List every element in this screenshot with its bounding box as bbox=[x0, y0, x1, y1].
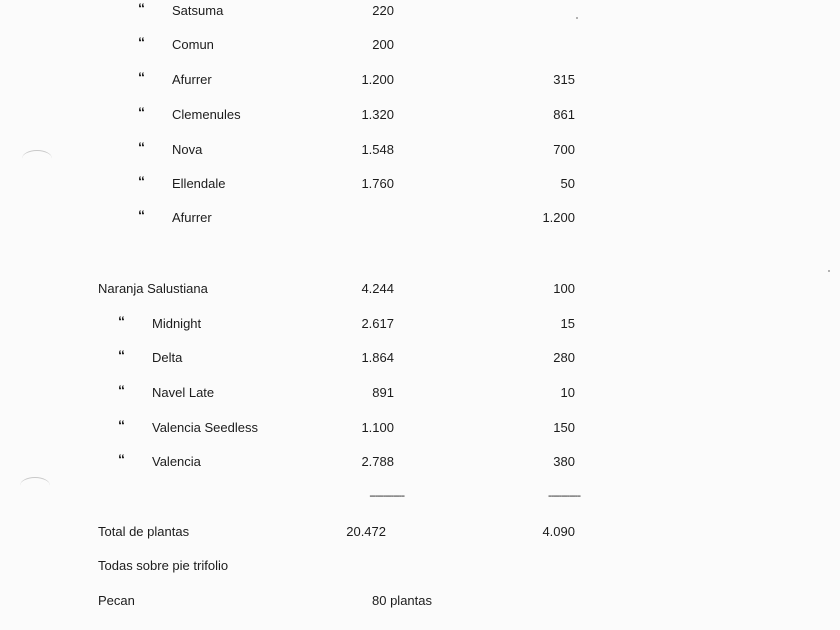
table-row bbox=[0, 70, 840, 90]
variety-name: Midnight bbox=[152, 316, 202, 331]
rootstock-note: Todas sobre pie trifolio bbox=[98, 558, 229, 573]
table-row bbox=[0, 1, 840, 21]
second-count: 150 bbox=[553, 420, 575, 435]
scan-speck bbox=[828, 270, 830, 272]
table-row bbox=[0, 140, 840, 160]
ditto-mark: “ bbox=[118, 347, 125, 363]
pecan-row bbox=[0, 591, 840, 611]
variety-name: Valencia Seedless bbox=[152, 420, 258, 435]
variety-name: Nova bbox=[172, 142, 203, 157]
variety-name: Naranja Salustiana bbox=[98, 281, 208, 296]
ditto-mark: “ bbox=[118, 313, 125, 329]
plants-count: 2.617 bbox=[361, 316, 394, 331]
ditto-mark: “ bbox=[118, 451, 125, 467]
ditto-mark: “ bbox=[138, 104, 145, 120]
ditto-mark: “ bbox=[138, 173, 145, 189]
variety-name: Clemenules bbox=[172, 107, 241, 122]
second-count: 280 bbox=[553, 350, 575, 365]
plants-count: 1.200 bbox=[361, 72, 394, 87]
second-count: 100 bbox=[553, 281, 575, 296]
table-row bbox=[0, 279, 840, 299]
plants-count: 1.760 bbox=[361, 176, 394, 191]
variety-name: Valencia bbox=[152, 454, 201, 469]
table-row bbox=[0, 208, 840, 228]
pecan-value: 80 plantas bbox=[372, 593, 432, 608]
second-count: 861 bbox=[553, 107, 575, 122]
plants-count: 2.788 bbox=[361, 454, 394, 469]
table-row bbox=[0, 418, 840, 438]
variety-name: Ellendale bbox=[172, 176, 226, 191]
plants-count: 200 bbox=[372, 37, 394, 52]
second-count: 15 bbox=[560, 316, 575, 331]
variety-name: Afurrer bbox=[172, 72, 212, 87]
total-plants: 20.472 bbox=[346, 524, 386, 539]
table-row bbox=[0, 348, 840, 368]
second-count: 315 bbox=[553, 72, 575, 87]
ditto-mark: “ bbox=[138, 34, 145, 50]
ditto-mark: “ bbox=[118, 417, 125, 433]
separator-dashes: ------------ bbox=[548, 490, 580, 502]
separator-dashes: ------------- bbox=[369, 490, 404, 502]
total-row bbox=[0, 522, 840, 542]
plants-count: 1.548 bbox=[361, 142, 394, 157]
total-label: Total de plantas bbox=[98, 524, 190, 539]
plants-count: 1.320 bbox=[361, 107, 394, 122]
rootstock-note-row bbox=[0, 556, 840, 576]
table-row bbox=[0, 383, 840, 403]
pecan-label: Pecan bbox=[98, 593, 135, 608]
variety-name: Delta bbox=[152, 350, 183, 365]
table-row bbox=[0, 314, 840, 334]
variety-name: Afurrer bbox=[172, 210, 212, 225]
table-row bbox=[0, 174, 840, 194]
second-count: 700 bbox=[553, 142, 575, 157]
variety-name: Comun bbox=[172, 37, 214, 52]
ditto-mark: “ bbox=[138, 69, 145, 85]
plants-count: 4.244 bbox=[361, 281, 394, 296]
second-count: 50 bbox=[560, 176, 575, 191]
second-count: 10 bbox=[560, 385, 575, 400]
total-second: 4.090 bbox=[542, 524, 575, 539]
ditto-mark: “ bbox=[138, 0, 145, 16]
plants-count: 220 bbox=[372, 3, 394, 18]
ditto-mark: “ bbox=[138, 139, 145, 155]
plants-count: 1.864 bbox=[361, 350, 394, 365]
second-count: 380 bbox=[553, 454, 575, 469]
table-row bbox=[0, 105, 840, 125]
ditto-mark: “ bbox=[138, 207, 145, 223]
variety-name: Satsuma bbox=[172, 3, 224, 18]
table-row bbox=[0, 452, 840, 472]
separator-row bbox=[0, 486, 840, 506]
second-count: 1.200 bbox=[542, 210, 575, 225]
variety-name: Navel Late bbox=[152, 385, 215, 400]
table-row bbox=[0, 35, 840, 55]
ditto-mark: “ bbox=[118, 382, 125, 398]
plants-count: 1.100 bbox=[361, 420, 394, 435]
plants-count: 891 bbox=[372, 385, 394, 400]
